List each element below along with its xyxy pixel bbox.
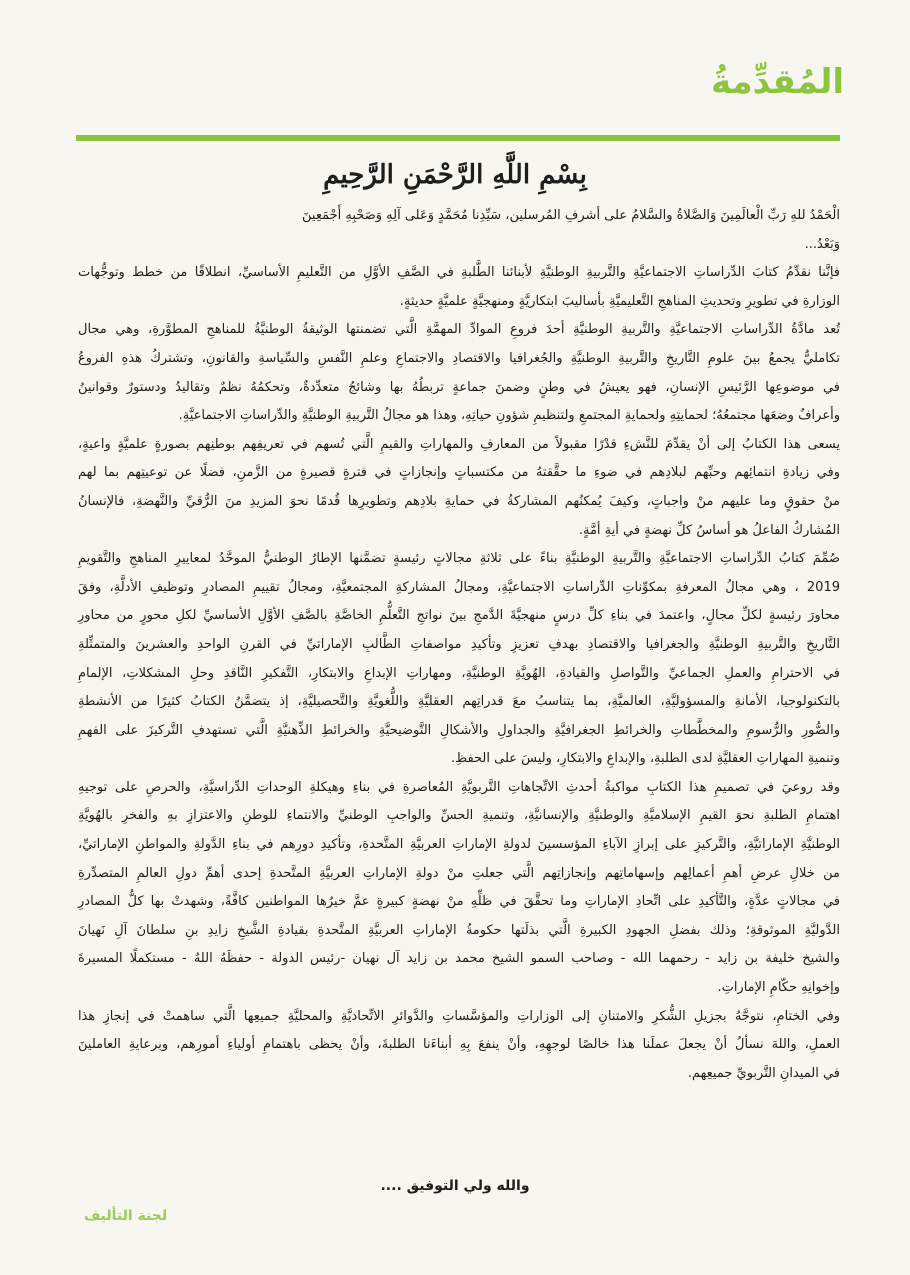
text-line: وإخوانِهِ حكّامِ الإماراتِ.	[717, 980, 840, 996]
introduction-body	[78, 202, 840, 1088]
text-line: والشيخ خليفة بن زايد - رحمهما الله - وصاحب السمو الشيخ محمد بن زايد آل نهيان -رئيس الدولة - حفظَهُ اللهُ - مستكملًا المسيرةَ	[78, 951, 840, 967]
paragraph	[78, 1003, 840, 1089]
text-line: في موضوعِها الرَّئيسِ الإنسانِ، فهو يعيشُ في وطنٍ وضمنَ جماعةٍ تربطُهُ بها وشائجُ متعدِّدةٌ، وتحكمُهُ نظمٌ وتقاليدُ ودستورٌ وقوانينُ	[78, 379, 840, 395]
text-line: منْ حقوقٍ وما عليهم منْ واجباتٍ، وكيفَ يُمكنُهم المشاركةُ في حمايةِ بلادِهم وتطويرِها قُدمًا نحوَ المزيدِ منَ الرُّقيِّ والنَّهضةِ، فالإنسانُ	[78, 493, 840, 509]
text-line: وأعرافٌ وضعَها مجتمعُهُ؛ لحمايتِهِ ولحمايةِ المجتمعِ ولتنظيمِ شؤونِ حياتِهِ، وهذا هو مجالُ التَّربيةِ الوطنيَّةِ والدِّراساتِ الاجتماعيَّةِ.	[178, 408, 840, 424]
text-line: الدَّوليَّةِ الموثوقةِ؛ وذلك بفضلِ الجهودِ الكبيرةِ الَّتي بذلَتها حكومةُ الإماراتِ العربيَّةِ المتَّحدةِ بقيادةِ الشَّيخِ زايدِ بنِ سلطانَ آلِ نَهيانَ	[78, 922, 840, 938]
paragraph	[78, 202, 840, 231]
text-line: في الاحترامِ والعملِ الجماعيِّ والتَّواصلِ والقيادةِ، الهُويَّةِ الوطنيَّةِ، ومهاراتِ الإبداعِ والابتكارِ، التَّفكيرِ النَّاقدِ وحلِ المشكلاتِ، الإلمامِ	[78, 665, 840, 681]
text-line: الوزارةِ في تطويرِ وتحديثِ المناهجِ التَّعليميَّةِ بأساليبَ ابتكاريَّةٍ ومنهجيَّةٍ علميَّةٍ حديثةٍ.	[399, 293, 840, 309]
title-divider	[76, 135, 840, 141]
paragraph	[78, 259, 840, 316]
closing-line: والله ولي التوفيق ....	[380, 1178, 530, 1194]
text-line: وتنميةِ المهاراتِ العقليَّةِ لدى الطلبةِ، والإبداعِ والابتكارِ، وليسَ على الحفظِ.	[450, 751, 840, 767]
text-line: يسعى هذا الكتابُ إلى أنْ يقدِّمَ للنَّشءِ قدْرًا مقبولاً من المعارفِ والمهاراتِ والقيمِ الَّتي تُسهم في تعريفِهم بوطنِهم بصورةٍ علميَّةٍ واعيةٍ،	[78, 436, 840, 452]
text-line: والصُّورِ والرُّسومِ والمخطَّطاتِ والخرائطِ الجغرافيَّةِ والجداولِ والأشكالِ التَّوضيحيَّةِ والخرائطِ الذِّهنيَّةِ الَّتي تستهدفِ التَّركيزَ على الفهمِ	[78, 722, 840, 738]
text-line: في الميدانِ التَّربويِّ جميعِهم.	[687, 1065, 840, 1081]
text-line: من خلالِ عرضِ أهمِ أعمالِهم وإسهاماتِهم وإنجازاتِهم الَّتي جعلتِ منْ دولةِ الإماراتِ العربيَّةِ المتَّحدةِ إحدى أهمِّ دولِ العالمِ المتصدِّرةِ	[78, 865, 840, 881]
text-line: تُعد مادَّةُ الدِّراساتِ الاجتماعيَّةِ والتَّربيةِ الوطنيَّةِ أحدَ فروعِ الموادِّ المهمَّةِ الَّتي تضمنتها الوثيقةُ الوطنيَّةُ للمناهجِ المطوَّرةِ، وهي مجال	[78, 322, 840, 338]
paragraph	[78, 431, 840, 545]
text-line: وفي زيادةِ انتمائِهم وحبِّهم لبلادِهم في ضوءِ ما حقَّقتهُ من مكتسباتٍ وإنجازاتٍ في فترةٍ قصيرةٍ من الزَّمنِ، فضلًا عن توعيتِهم بما لهم	[78, 465, 840, 481]
text-line: العملِ، واللهَ نسألُ أنْ يجعلَ عملَنا هذا خالصًا لوجهِهِ، وأنْ ينفعَ بِهِ أبناءَنا الطلبةَ، وأنْ يحظى باهتمامِ أولياءِ أمورِهم، وبرعايةِ العاملينَ	[78, 1037, 840, 1053]
text-line: صُمِّمَ كتابُ الدِّراساتِ الاجتماعيَّةِ والتَّربيةِ الوطنيَّةِ بناءً على ثلاثةِ مجالاتٍ رئيسةٍ تضمَّنها الإطارُ الوطنيُّ الموحَّدُ لمعاييرِ المناهجِ والتَّقويمِ	[78, 551, 840, 567]
text-line: وَبَعْدُ...	[804, 236, 840, 252]
text-line: محاورَ رئيسةٍ لكلِّ مجالٍ، واعتمدَ في بناءِ كلِّ درسٍ منهجيَّةَ الدَّمجِ بينَ نواتجِ التَّعلُّمِ الخاصَّةِ بالصَّفِ الأوَّلِ الأساسيِّ لكلِ محورٍ من محاورِ	[78, 608, 840, 624]
paragraph	[78, 774, 840, 1003]
signature: لجنة التأليف	[84, 1208, 168, 1224]
text-line: تكامليٌّ يجمعُ بينَ علومِ التَّاريخِ والتَّربيةِ الوطنيَّةِ والجُغرافيا والاقتصادِ والاجتماعِ وعلمِ النَّفسِ والسِّياسةِ والقانونِ، وتشتركُ هذهِ الفروعُ	[78, 350, 840, 366]
text-line: التَّاريخِ والتَّربيةِ الوطنيَّةِ والجغرافيا والاقتصادِ بهدفِ تعزيزِ وتأكيدِ مواصفاتِ الطَّالبِ الإماراتيِّ في القرنِ الواحدِ والعشرينَ والمتمثِّلةِ	[78, 636, 840, 652]
text-line: وقد روعيَ في تصميمِ هذا الكتابِ مواكبةُ أحدثِ الاتِّجاهاتِ التَّربويَّةِ المُعاصرةِ في بناءِ وهيكلةِ الوحداتِ الدِّراسيَّةِ، والحرصِ على توجيهِ	[78, 779, 840, 795]
text-line: اهتمامِ الطلبةِ نحوَ القيمِ الإسلاميَّةِ والوطنيَّةِ والإنسانيَّةِ، وتنميةِ الحسِّ والواجبِ الوطنيِّ والانتماءِ للوطنِ والاعتزازِ بهِ والفخرِ بالهُويَّةِ	[78, 808, 840, 824]
paragraph	[78, 316, 840, 430]
text-line: الوطنيَّةِ الإماراتيَّةِ، والتَّركيزِ على إبرازِ الآباءِ المؤسسينَ لدولةِ الإماراتِ العربيَّةِ المتَّحدةِ، وتأكيدِ دورِهم في بناءِ الدَّولةِ والمواطنِ الإماراتيِّ،	[78, 837, 840, 853]
paragraph	[78, 545, 840, 774]
page-title: المُقدِّمةُ	[711, 62, 844, 102]
text-line: 2019 ، وهي مجالُ المعرفةِ بمكوِّناتِ الدِّراساتِ الاجتماعيَّةِ، ومجالُ المشاركةِ المجتمعيَّةِ، ومجالُ تقييمِ المصادرِ وتوظيفِ الأدلَّةِ، وفقَ	[78, 579, 840, 595]
text-line: فإنَّنا نقدِّمُ كتابَ الدِّراساتِ الاجتماعيَّةِ والتَّربيةِ الوطنيَّةِ لأبنائنا الطَّلبةِ في الصَّفِ الأوَّلِ من التَّعليمِ الأساسيِّ، انطلاقًا من خطط وتوجُّهات	[78, 265, 840, 281]
text-line: في مجالاتٍ عدَّةٍ، والتَّأكيدِ على اتِّحادِ الإماراتِ وما تحقَّقَ في ظلِّهِ منْ نهضةٍ كبيرةٍ عمَّ خيرُها المواطنين كافَّةً، وشهدتْ بها كلُّ المصادرِ	[78, 894, 840, 910]
text-line: المُشاركُ الفاعلُ هو أساسُ كلِّ نهضةٍ في أيةِ أمَّةٍ.	[578, 522, 840, 538]
paragraph	[78, 231, 840, 260]
text-line: الْحَمْدُ للهِ رَبِّ الْعالَمِينَ وَالصَّلاةُ والسَّلامُ على أشرفِ المُرسلين، سَيِّدِنا مُحَمَّدٍ وَعَلى آلِهِ وَصَحْبِهِ أَجْمَعِينَ	[302, 208, 840, 223]
text-line: وفي الختامِ، نتوجَّهُ بجزيلِ الشُّكرِ والامتنانِ إلى الوزاراتِ والمؤسَّساتِ والدَّوائرِ الاتِّحاديَّةِ والمحليَّةِ جميعِها الَّتي ساهمتْ في إنجازِ هذا	[78, 1008, 840, 1024]
text-line: بالتكنولوجيا، الأمانةِ والمسؤوليَّةِ، العالميَّةِ، بما يتناسبُ معَ قدراتِهم العقليَّةِ واللُّغويَّةِ والتَّحصيليَّةِ، إذ يتضمَّنُ الكتابُ كثيرًا من الأنشطةِ	[78, 694, 840, 710]
basmala: بِسْمِ اللَّهِ الرَّحْمَنِ الرَّحِيمِ	[323, 160, 587, 190]
